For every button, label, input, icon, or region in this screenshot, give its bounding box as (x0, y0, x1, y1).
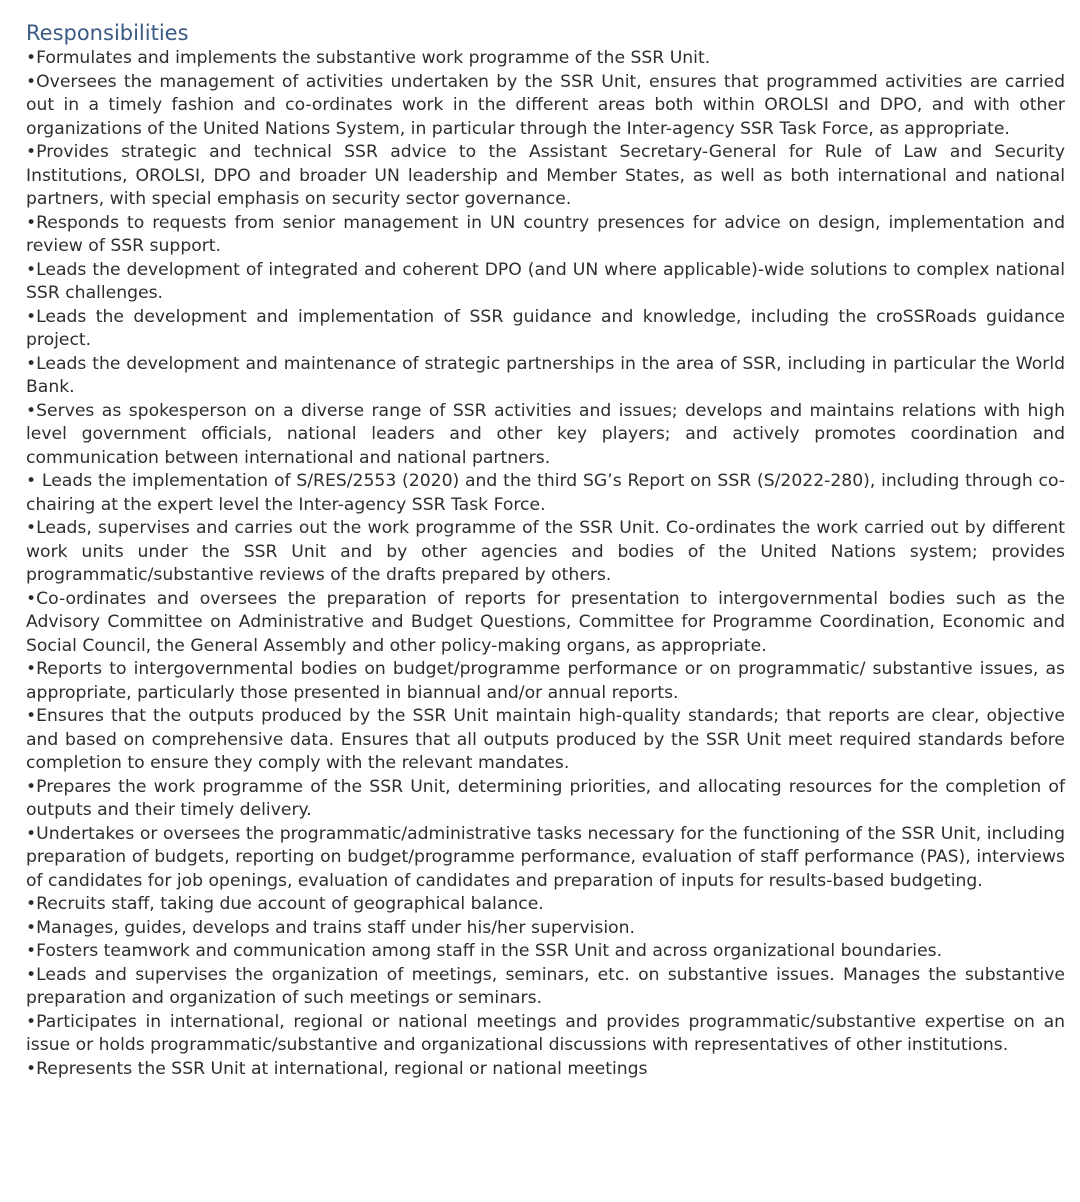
list-item: •Oversees the management of activities undertaken by the SSR Unit, ensures that programmed activities are carried out in a timely fashion and co-ordinates work in the different areas both within OROLSI and DPO, and with other organizations of the United Nations System, in particular through the Inter-agency SSR Task Force, as appropriate. (26, 71, 1065, 139)
responsibilities-list (26, 47, 1065, 1081)
list-item: •Leads and supervises the organization of meetings, seminars, etc. on substantive issues. Manages the substantive preparation and organization of such meetings or seminars. (26, 964, 1065, 1008)
list-item: •Responds to requests from senior management in UN country presences for advice on design, implementation and review of SSR support. (26, 212, 1065, 256)
list-item: •Undertakes or oversees the programmatic/administrative tasks necessary for the functioning of the SSR Unit, including preparation of budgets, reporting on budget/programme performance, evaluation of staff performance (PAS), interviews of candidates for job openings, evaluation of candidates and preparation of inputs for results-based budgeting. (26, 823, 1065, 891)
list-item: •Participates in international, regional or national meetings and provides programmatic/substantive expertise on an issue or holds programmatic/substantive and organizational discussions with representatives of other institutions. (26, 1011, 1065, 1055)
list-item: •Ensures that the outputs produced by the SSR Unit maintain high-quality standards; that reports are clear, objective and based on comprehensive data. Ensures that all outputs produced by the SSR Unit meet required standards before completion to ensure they comply with the relevant mandates. (26, 706, 1065, 773)
list-item: •Prepares the work programme of the SSR Unit, determining priorities, and allocating resources for the completion of outputs and their timely delivery. (26, 776, 1065, 820)
list-item: •Leads the development of integrated and coherent DPO (and UN where applicable)-wide solutions to complex national SSR challenges. (26, 259, 1065, 303)
responsibilities-section (26, 20, 1065, 1081)
list-item: •Represents the SSR Unit at international, regional or national meetings (26, 1058, 648, 1079)
list-item: •Leads the development and maintenance of strategic partnerships in the area of SSR, including in particular the World Bank. (26, 353, 1065, 397)
list-item: •Formulates and implements the substantive work programme of the SSR Unit. (26, 48, 711, 68)
list-item: •Leads the development and implementation of SSR guidance and knowledge, including the croSSRoads guidance project. (26, 306, 1065, 350)
list-item: •Leads, supervises and carries out the work programme of the SSR Unit. Co-ordinates the work carried out by different work units under the SSR Unit and by other agencies and bodies of the United Nations system; provides programmatic/substantive reviews of the drafts prepared by others. (26, 518, 1065, 585)
list-item: •Serves as spokesperson on a diverse range of SSR activities and issues; develops and maintains relations with high level government officials, national leaders and other key players; and actively promotes coordination and communication between international and national partners. (26, 400, 1065, 468)
list-item: •Manages, guides, develops and trains staff under his/her supervision. (26, 917, 635, 938)
list-item: •Fosters teamwork and communication among staff in the SSR Unit and across organizational boundaries. (26, 941, 943, 961)
list-item: •Provides strategic and technical SSR advice to the Assistant Secretary-General for Rule of Law and Security Institutions, OROLSI, DPO and broader UN leadership and Member States, as well as both international and national partners, with special emphasis on security sector governance. (26, 142, 1065, 209)
list-item: • Leads the implementation of S/RES/2553 (2020) and the third SG’s Report on SSR (S/2022-280), including through co-chairing at the expert level the Inter-agency SSR Task Force. (26, 471, 1065, 515)
list-item: •Recruits staff, taking due account of geographical balance. (26, 894, 544, 914)
list-item: •Reports to intergovernmental bodies on budget/programme performance or on programmatic/ substantive issues, as appropriate, particularly those presented in biannual and/or annual reports. (26, 659, 1065, 703)
section-heading: Responsibilities (26, 21, 189, 45)
list-item: •Co-ordinates and oversees the preparation of reports for presentation to intergovernmental bodies such as the Advisory Committee on Administrative and Budget Questions, Committee for Programme Coordination, Economic and Social Council, the General Assembly and other policy-making organs, as appropriate. (26, 588, 1065, 656)
